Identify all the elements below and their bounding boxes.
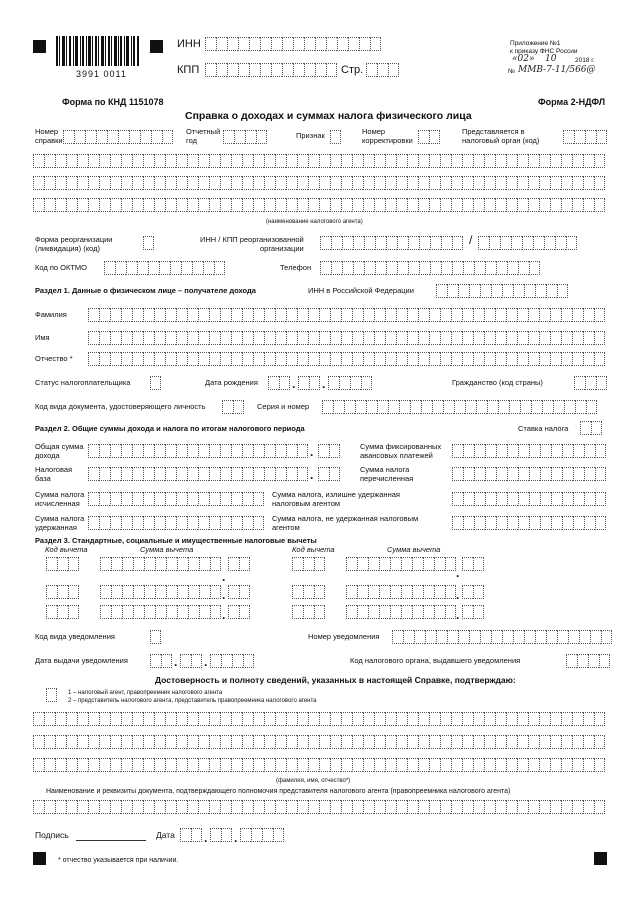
form-name: Форма 2-НДФЛ: [538, 97, 606, 107]
agent-name-row-2[interactable]: [33, 176, 605, 190]
fixed-advance-field[interactable]: [452, 444, 606, 458]
appendix-number: ММВ-7-11/566@: [518, 65, 596, 75]
deduction-sum-field[interactable]: [346, 585, 456, 599]
barcode-icon: [56, 36, 140, 66]
tax-calculated-field[interactable]: [88, 492, 264, 506]
date-separator-dot: .: [204, 831, 208, 845]
decimal-dot: .: [222, 588, 226, 602]
page-title: Справка о доходах и суммах налога физического лица: [185, 110, 472, 122]
notice-type-label: Код вида уведомления: [35, 632, 115, 641]
notice-date-label: Дата выдачи уведомления: [35, 656, 128, 665]
deduction-code-header-left: Код вычета: [45, 545, 88, 554]
deduction-kop-field[interactable]: [228, 557, 250, 571]
tax-authority-field[interactable]: [563, 130, 607, 144]
confirmation-option-2: 2 – представитель налогового агента, представитель правопреемника налогового агента: [68, 698, 317, 704]
date-separator-dot: .: [204, 655, 208, 669]
citizenship-label: Гражданство (код страны): [452, 378, 543, 387]
notice-number-label: Номер уведомления: [308, 632, 380, 641]
decimal-dot: .: [310, 445, 314, 459]
phone-label: Телефон: [280, 263, 312, 272]
notice-authority-field[interactable]: [566, 654, 610, 668]
deduction-code-field[interactable]: [46, 557, 79, 571]
notice-month-field[interactable]: [180, 654, 202, 668]
deduction-code-field[interactable]: [46, 605, 79, 619]
corner-marker-top-left: [33, 40, 46, 53]
appendix-line1: Приложение №1: [510, 40, 561, 47]
decimal-dot: .: [222, 608, 226, 622]
series-number-field[interactable]: [322, 400, 597, 414]
reporting-year-field[interactable]: [223, 130, 267, 144]
signer-fio-row-3[interactable]: [33, 758, 605, 772]
certificate-number-field[interactable]: [63, 130, 173, 144]
series-number-label: Серия и номер: [257, 402, 310, 411]
fixed-advance-label: Сумма фиксированных авансовых платежей: [360, 442, 442, 460]
attribute-field[interactable]: [330, 130, 341, 144]
birth-year-field[interactable]: [328, 376, 372, 390]
confirmation-option-1: 1 – налоговый агент, правопреемник налогового агента: [68, 690, 223, 696]
attribute-label: Признак: [296, 131, 325, 140]
deduction-code-field[interactable]: [292, 605, 325, 619]
reorg-inn-kpp-label: ИНН / КПП реорганизованной организации: [200, 235, 304, 253]
sign-year-field[interactable]: [240, 828, 284, 842]
deduction-kop-field[interactable]: [462, 605, 484, 619]
taxpayer-status-label: Статус налогоплательщика: [35, 378, 131, 387]
date-separator-dot: .: [292, 377, 296, 391]
deduction-code-field[interactable]: [292, 585, 325, 599]
inn-rf-label: ИНН в Российской Федерации: [308, 286, 414, 295]
doc-type-field[interactable]: [222, 400, 244, 414]
kpp-field[interactable]: [205, 63, 337, 77]
name-field[interactable]: [88, 331, 605, 345]
correction-number-label: Номер корректировки: [362, 127, 413, 145]
section1-heading: Раздел 1. Данные о физическом лице – получателе дохода: [35, 286, 256, 295]
date-label: Дата: [156, 830, 175, 840]
fio-caption: (фамилия, имя, отчество*): [276, 778, 351, 784]
section2-heading: Раздел 2. Общие суммы дохода и налога по итогам налогового периода: [35, 424, 305, 433]
citizenship-field[interactable]: [574, 376, 607, 390]
corner-marker-bottom-right: [594, 852, 607, 865]
deduction-kop-field[interactable]: [462, 557, 484, 571]
decimal-dot: .: [456, 566, 460, 580]
date-separator-dot: .: [234, 831, 238, 845]
correction-number-field[interactable]: [418, 130, 440, 144]
signature-label: Подпись: [35, 830, 69, 840]
confirmation-heading: Достоверность и полноту сведений, указанных в настоящей Справке, подтверждаю:: [155, 675, 516, 685]
tax-transferred-label: Сумма налога перечисленная: [360, 465, 414, 483]
tax-not-withheld-label: Сумма налога, не удержанная налоговым агентом: [272, 514, 419, 532]
reporting-year-label: Отчетный год: [186, 127, 221, 145]
knd-code: Форма по КНД 1151078: [62, 97, 164, 107]
signature-line[interactable]: [76, 840, 146, 841]
signer-fio-row-1[interactable]: [33, 712, 605, 726]
agent-name-row-3[interactable]: [33, 198, 605, 212]
date-separator-dot: .: [322, 377, 326, 391]
birth-date-label: Дата рождения: [205, 378, 258, 387]
kpp-label: КПП: [177, 64, 200, 76]
page-field[interactable]: [366, 63, 399, 77]
section3-heading: Раздел 3. Стандартные, социальные и имущественные налоговые вычеты: [35, 536, 317, 545]
agent-name-caption: (наименование налогового агента): [266, 219, 363, 225]
tax-rate-field[interactable]: [580, 421, 602, 435]
surname-field[interactable]: [88, 308, 605, 322]
deduction-kop-field[interactable]: [228, 585, 250, 599]
name-label: Имя: [35, 333, 50, 342]
signer-fio-row-2[interactable]: [33, 735, 605, 749]
notice-authority-label: Код налогового органа, выдавшего уведомления: [350, 656, 521, 665]
notice-day-field[interactable]: [150, 654, 172, 668]
deduction-code-field[interactable]: [292, 557, 325, 571]
oktmo-label: Код по ОКТМО: [35, 263, 88, 272]
deduction-sum-field[interactable]: [100, 585, 221, 599]
tax-overwithheld-label: Сумма налога, излишне удержанная налоговым агентом: [272, 490, 400, 508]
deduction-kop-field[interactable]: [228, 605, 250, 619]
tax-not-withheld-field[interactable]: [452, 516, 606, 530]
total-income-field[interactable]: [88, 444, 308, 458]
authority-doc-caption: Наименование и реквизиты документа, подтверждающего полномочия представителя налогового агента (правопреемника налогового агента): [46, 788, 511, 795]
birth-month-field[interactable]: [298, 376, 320, 390]
deduction-code-field[interactable]: [46, 585, 79, 599]
notice-type-field[interactable]: [150, 630, 161, 644]
inn-rf-field[interactable]: [436, 284, 568, 298]
inn-field[interactable]: [205, 37, 381, 51]
tax-rate-label: Ставка налога: [518, 424, 569, 433]
birth-day-field[interactable]: [268, 376, 290, 390]
tax-overwithheld-field[interactable]: [452, 492, 606, 506]
tax-base-kop-field[interactable]: [318, 467, 340, 481]
deduction-code-header-right: Код вычета: [292, 545, 335, 554]
tax-withheld-label: Сумма налога удержанная: [35, 514, 85, 532]
confirmation-choice-field[interactable]: [46, 688, 57, 702]
deduction-sum-header-left: Сумма вычета: [140, 545, 194, 554]
decimal-dot: .: [456, 588, 460, 602]
patronymic-field[interactable]: [88, 352, 605, 366]
deduction-sum-field[interactable]: [346, 557, 456, 571]
appendix-year: 2018 г.: [575, 57, 595, 64]
inn-label: ИНН: [177, 38, 201, 50]
deduction-kop-field[interactable]: [462, 585, 484, 599]
date-separator-dot: .: [174, 655, 178, 669]
authority-doc-row-1[interactable]: [33, 800, 605, 814]
notice-year-field[interactable]: [210, 654, 254, 668]
tax-transferred-field[interactable]: [452, 467, 606, 481]
phone-field[interactable]: [320, 261, 540, 275]
reorg-kpp-field[interactable]: [478, 236, 577, 250]
footnote: * отчество указывается при наличии.: [58, 857, 179, 864]
barcode-number: 3991 0011: [76, 69, 127, 79]
page-label: Стр.: [341, 64, 364, 76]
appendix-number-prefix: №: [508, 68, 515, 75]
certificate-number-label: Номер справки: [35, 127, 63, 145]
oktmo-field[interactable]: [104, 261, 225, 275]
corner-marker-bottom-left: [33, 852, 46, 865]
tax-authority-label: Представляется в налоговый орган (код): [462, 127, 540, 145]
deduction-sum-field[interactable]: [100, 605, 221, 619]
sign-day-field[interactable]: [180, 828, 202, 842]
deduction-sum-header-right: Сумма вычета: [387, 545, 441, 554]
decimal-dot: .: [456, 608, 460, 622]
decimal-dot: .: [222, 570, 226, 584]
sign-month-field[interactable]: [210, 828, 232, 842]
appendix-month: 10: [545, 54, 557, 64]
tax-calculated-label: Сумма налога исчисленная: [35, 490, 85, 508]
total-income-kop-field[interactable]: [318, 444, 340, 458]
patronymic-label: Отчество *: [35, 354, 73, 363]
notice-number-field[interactable]: [392, 630, 612, 644]
reorg-inn-field[interactable]: [320, 236, 463, 250]
total-income-label: Общая сумма дохода: [35, 442, 84, 460]
deduction-sum-field[interactable]: [346, 605, 456, 619]
appendix-line2: к приказу ФНС России: [510, 48, 578, 55]
surname-label: Фамилия: [35, 310, 67, 319]
agent-name-row-1[interactable]: [33, 154, 605, 168]
taxpayer-status-field[interactable]: [150, 376, 161, 390]
deduction-sum-field[interactable]: [100, 557, 221, 571]
tax-base-field[interactable]: [88, 467, 308, 481]
appendix-day: «02»: [512, 54, 535, 64]
corner-marker-top-center: [150, 40, 163, 53]
tax-withheld-field[interactable]: [88, 516, 264, 530]
decimal-dot: .: [310, 468, 314, 482]
reorg-form-field[interactable]: [143, 236, 154, 250]
doc-type-label: Код вида документа, удостоверяющего личность: [35, 402, 206, 411]
reorg-slash: /: [469, 233, 473, 247]
reorg-form-label: Форма реорганизации (ликвидация) (код): [35, 235, 113, 253]
tax-base-label: Налоговая база: [35, 465, 73, 483]
